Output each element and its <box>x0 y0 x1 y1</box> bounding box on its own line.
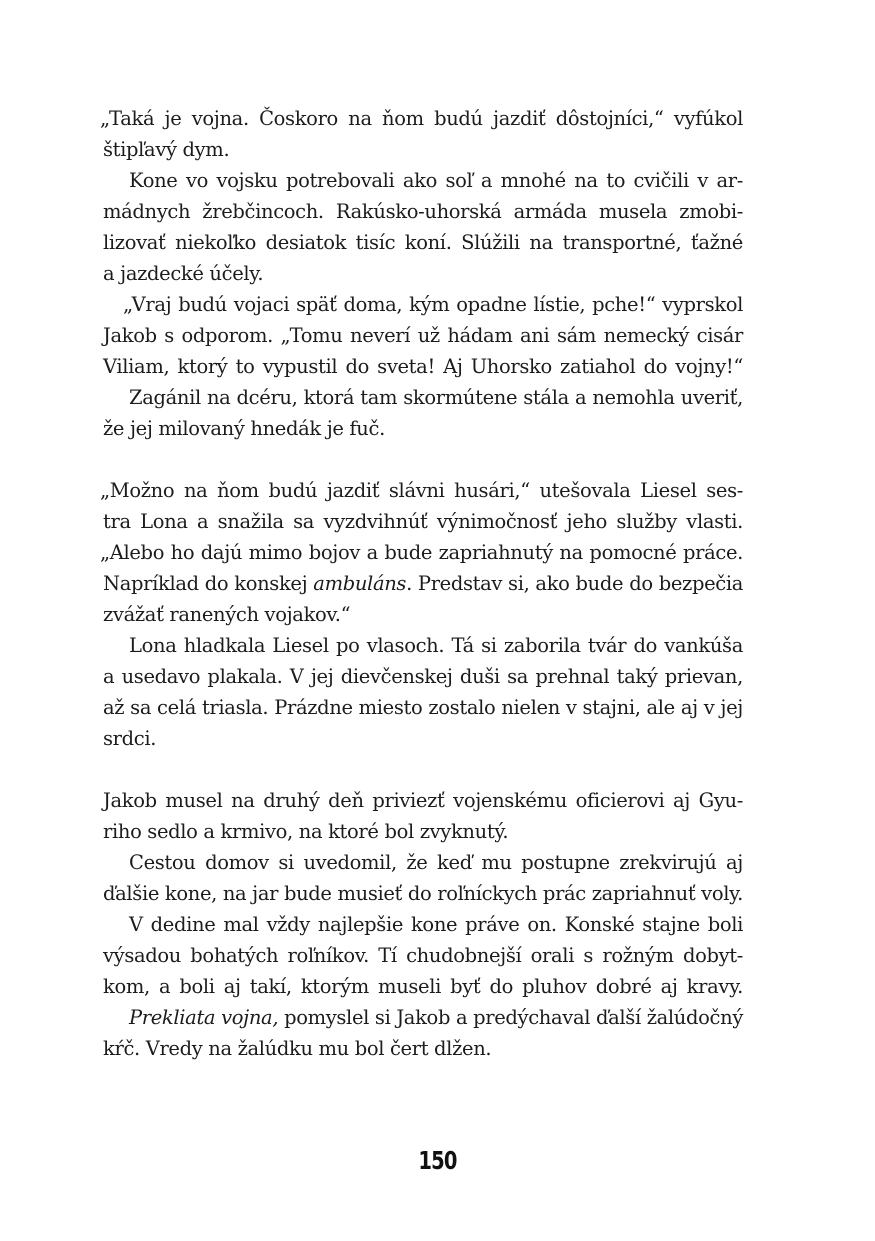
text-line: Jakob musel na druhý deň priviezť vojenskému oficierovi aj Gyu- <box>103 789 743 812</box>
text-line: že jej milovaný hnedák je fuč. <box>103 417 385 440</box>
text-line: kŕč. Vredy na žalúdku mu bol čert dlžen. <box>103 1037 492 1060</box>
italic-phrase: Prekliata vojna, <box>129 1006 279 1029</box>
text-line: zvážať ranených vojakov.“ <box>103 603 351 626</box>
italic-word: ambuláns <box>313 572 407 595</box>
text-line: srdci. <box>103 727 157 750</box>
text-line: Lona hladkala Liesel po vlasoch. Tá si zaborila tvár do vankúša <box>129 634 743 657</box>
section-break <box>103 754 743 785</box>
text-line: V dedine mal vždy najlepšie kone práve on. Konské stajne boli <box>129 913 743 936</box>
text-run: . Predstav si, ako bude do bezpečia <box>406 572 743 595</box>
text-line: tra Lona a snažila sa vyzdvihnúť výnimočnosť jeho služby vlasti. <box>103 510 743 533</box>
text-line: mádnych žrebčincoch. Rakúsko-uhorská armáda musela zmobi- <box>103 200 743 223</box>
text-line <box>103 1002 743 1033</box>
text-line: Viliam, ktorý to vypustil do sveta! Aj Uhorsko zatiahol do vojny!“ <box>103 355 743 378</box>
text-line: „Vraj budú vojaci späť doma, kým opadne lístie, pche!“ vyprskol <box>123 293 743 316</box>
text-run: pomyslel si Jakob a predýchaval ďalší žalúdočný <box>278 1006 743 1029</box>
text-line: lizovať niekoľko desiatok tisíc koní. Slúžili na transportné, ťažné <box>103 231 743 254</box>
text-line: kom, a boli aj takí, ktorým museli byť do pluhov dobré aj kravy. <box>103 975 743 998</box>
text-line: „Alebo ho dajú mimo bojov a bude zapriahnutý na pomocné práce. <box>100 541 743 564</box>
text-line: Cestou domov si uvedomil, že keď mu postupne zrekvirujú aj <box>129 851 743 874</box>
text-line: až sa celá triasla. Prázdne miesto zostalo nielen v stajni, ale aj v jej <box>103 696 743 719</box>
section-break <box>103 444 743 475</box>
text-line: a jazdecké účely. <box>103 262 264 285</box>
book-page-body <box>100 103 744 1064</box>
text-line <box>103 568 743 599</box>
text-line: Jakob s odporom. „Tomu neverí už hádam ani sám nemecký cisár <box>103 324 743 347</box>
text-line: Kone vo vojsku potrebovali ako soľ a mnohé na to cvičili v ar- <box>129 169 743 192</box>
text-line: „Možno na ňom budú jazdiť slávni husári,“ utešovala Liesel ses- <box>100 479 743 502</box>
text-line: výsadou bohatých roľníkov. Tí chudobnejší orali s rožným dobyt- <box>103 944 743 967</box>
text-line: „Taká je vojna. Čoskoro na ňom budú jazdiť dôstojníci,“ vyfúkol <box>100 107 743 130</box>
text-run: Napríklad do konskej <box>103 572 314 595</box>
text-line: Zagánil na dcéru, ktorá tam skormútene stála a nemohla uveriť, <box>129 386 743 409</box>
text-line: a usedavo plakala. V jej dievčenskej duši sa prehnal taký prievan, <box>103 665 743 688</box>
page-number: 150 <box>418 1146 457 1175</box>
text-line: ďalšie kone, na jar bude musieť do roľníckych prác zapriahnuť voly. <box>103 882 744 905</box>
text-line: štipľavý dym. <box>103 138 230 161</box>
text-line: riho sedlo a krmivo, na ktoré bol zvyknutý. <box>103 820 509 843</box>
